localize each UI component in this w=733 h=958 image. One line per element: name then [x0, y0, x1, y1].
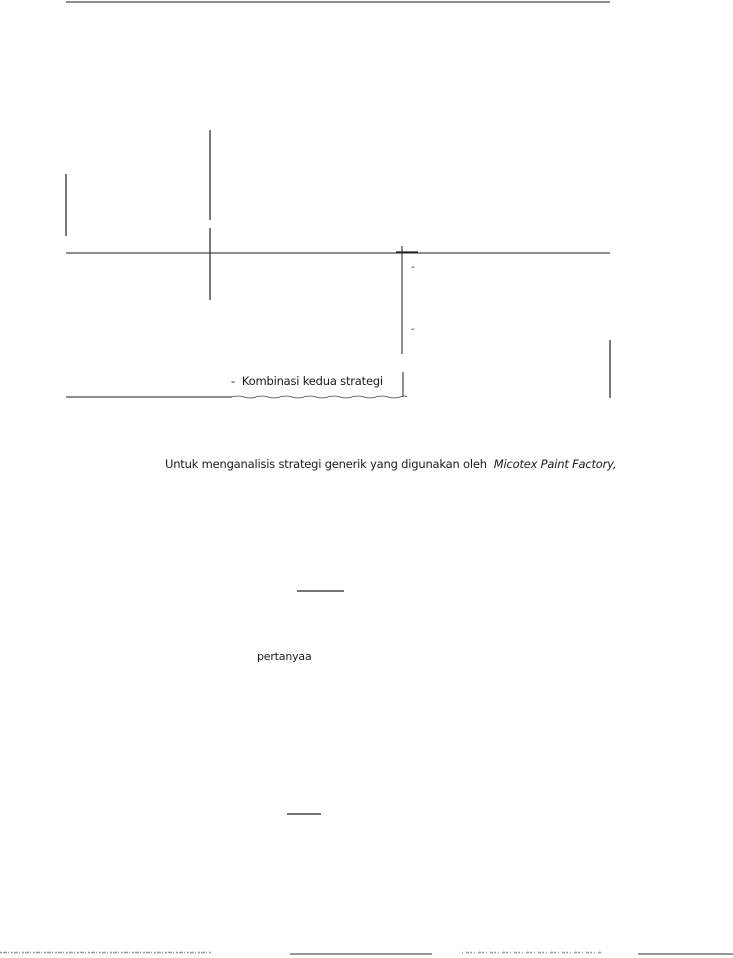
fragment-word: pertanyaa: [257, 650, 312, 663]
footer-scan-noise-right: [462, 950, 602, 956]
paragraph-line-1: [165, 457, 616, 471]
bullet-dash-2: -: [411, 324, 415, 335]
combination-text: Kombinasi kedua strategi: [241, 374, 383, 388]
wavy-underline: [232, 396, 407, 398]
combination-strategy-label: [231, 374, 383, 388]
bullet-dash-1: -: [411, 262, 415, 273]
paragraph-lead-text: Untuk menganalisis strategi generik yang digunakan oleh: [165, 457, 487, 471]
footer-scan-noise-left: [0, 950, 212, 956]
combination-bullet: -: [231, 374, 235, 388]
company-name: Micotex Paint Factory,: [493, 457, 617, 471]
